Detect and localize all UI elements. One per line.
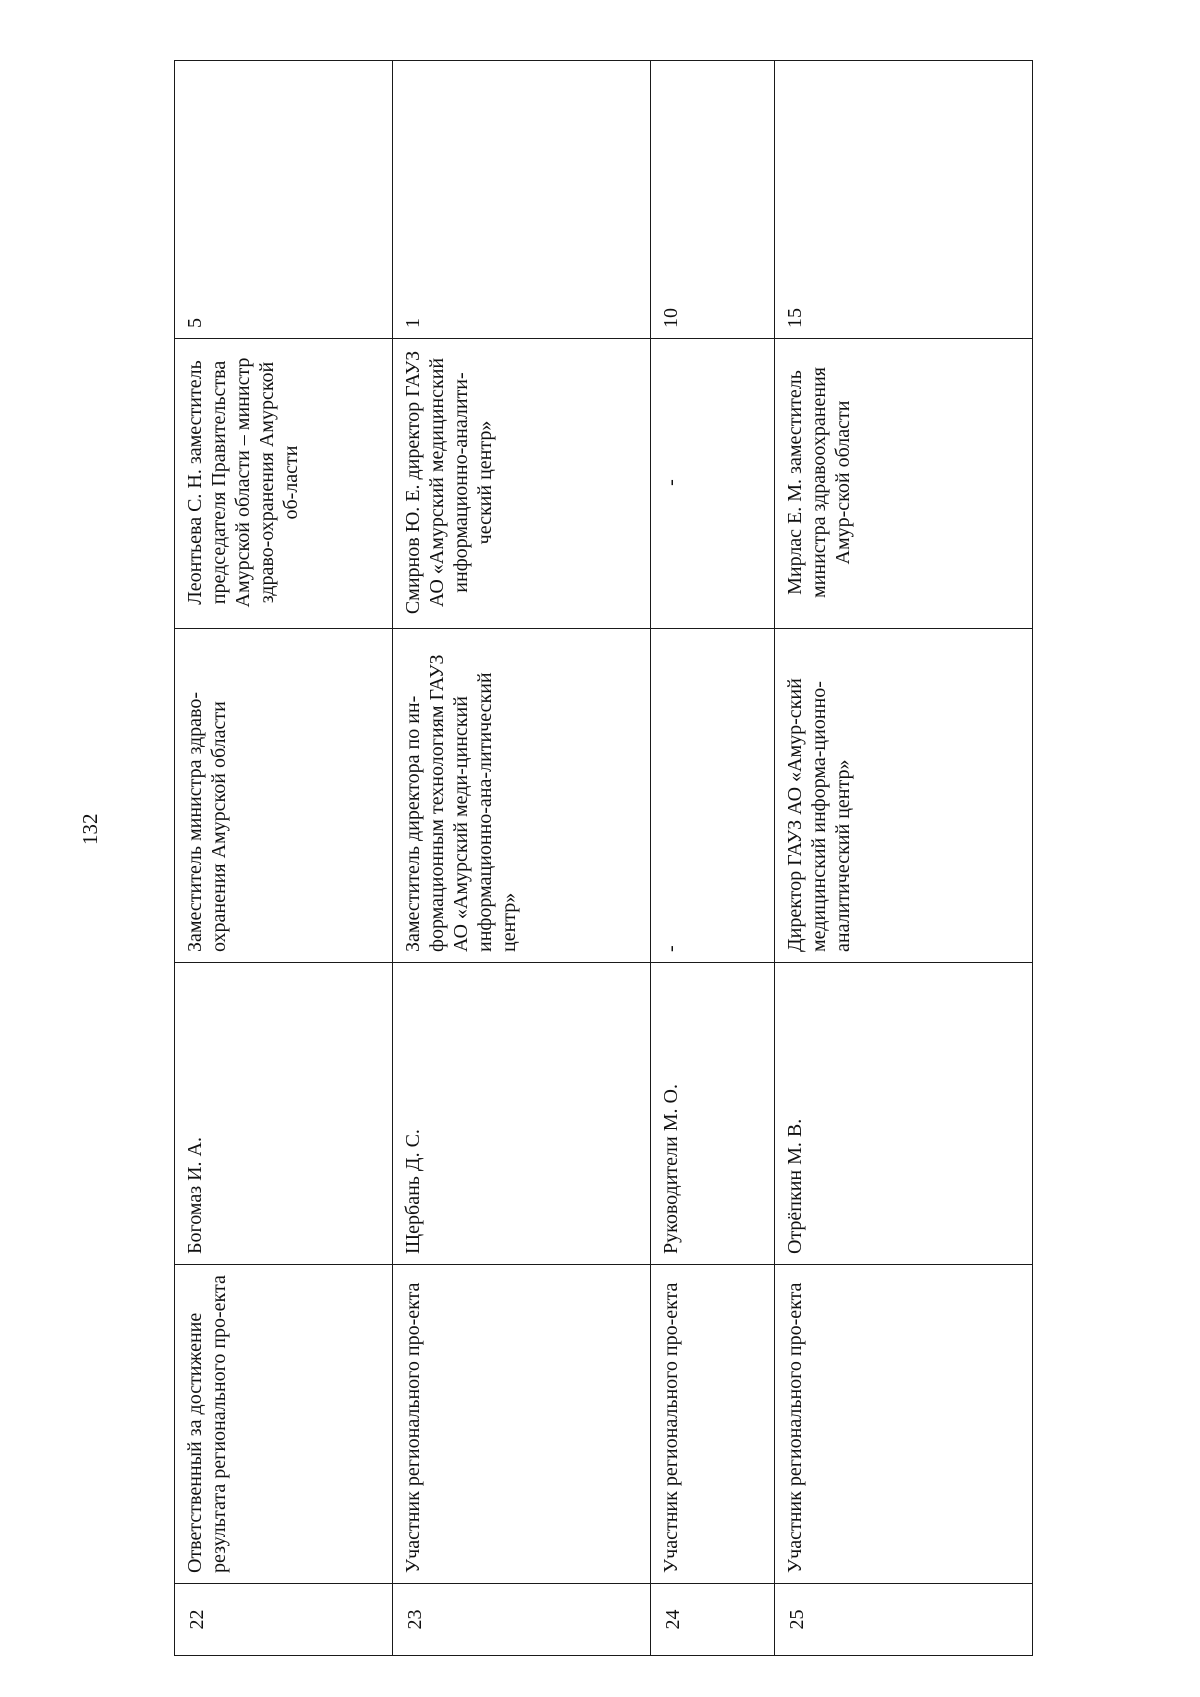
responsibility-table [174,60,1033,1656]
table-row [393,61,651,1656]
name-cell: Отрёпкин М. В. [775,963,1033,1265]
name-cell: Щербань Д. С. [393,963,651,1265]
row-number: 23 [393,1584,651,1656]
supervisor-cell: - [651,339,775,629]
row-number: 22 [175,1584,393,1656]
role-cell: Участник регионального про-екта [393,1265,651,1584]
position-cell: Заместитель директора по ин-формационным технологиям ГАУЗ АО «Амурский меди-цинский информационно-ана-литический центр» [393,629,651,963]
supervisor-cell: Смирнов Ю. Е. директор ГАУЗ АО «Амурский медицинский информационно-аналити-ческий центр» [393,339,651,629]
name-cell: Руководители М. О. [651,963,775,1265]
responsibility-table-rotated [174,61,1032,1656]
page-number: 132 [78,813,102,845]
table-row [651,61,775,1656]
name-cell: Богомаз И. А. [175,963,393,1265]
table-row [175,61,393,1656]
position-cell: Директор ГАУЗ АО «Амур-ский медицинский информа-ционно-аналитический центр» [775,629,1033,963]
role-cell: Участник регионального про-екта [775,1265,1033,1584]
row-number: 24 [651,1584,775,1656]
supervisor-cell: Леонтьева С. Н. заместитель председателя Правительства Амурской области – министр здраво-охранения Амурской об-ласти [175,339,393,629]
row-number: 25 [775,1584,1033,1656]
table-row [775,61,1033,1656]
role-cell: Ответственный за достижение результата регионального про-екта [175,1265,393,1584]
workload-cell: 1 [393,61,651,339]
position-cell: - [651,629,775,963]
supervisor-cell: Мирлас Е. М. заместитель министра здравоохранения Амур-ской области [775,339,1033,629]
role-cell: Участник регионального про-екта [651,1265,775,1584]
workload-cell: 15 [775,61,1033,339]
position-cell: Заместитель министра здраво-охранения Амурской области [175,629,393,963]
workload-cell: 5 [175,61,393,339]
workload-cell: 10 [651,61,775,339]
